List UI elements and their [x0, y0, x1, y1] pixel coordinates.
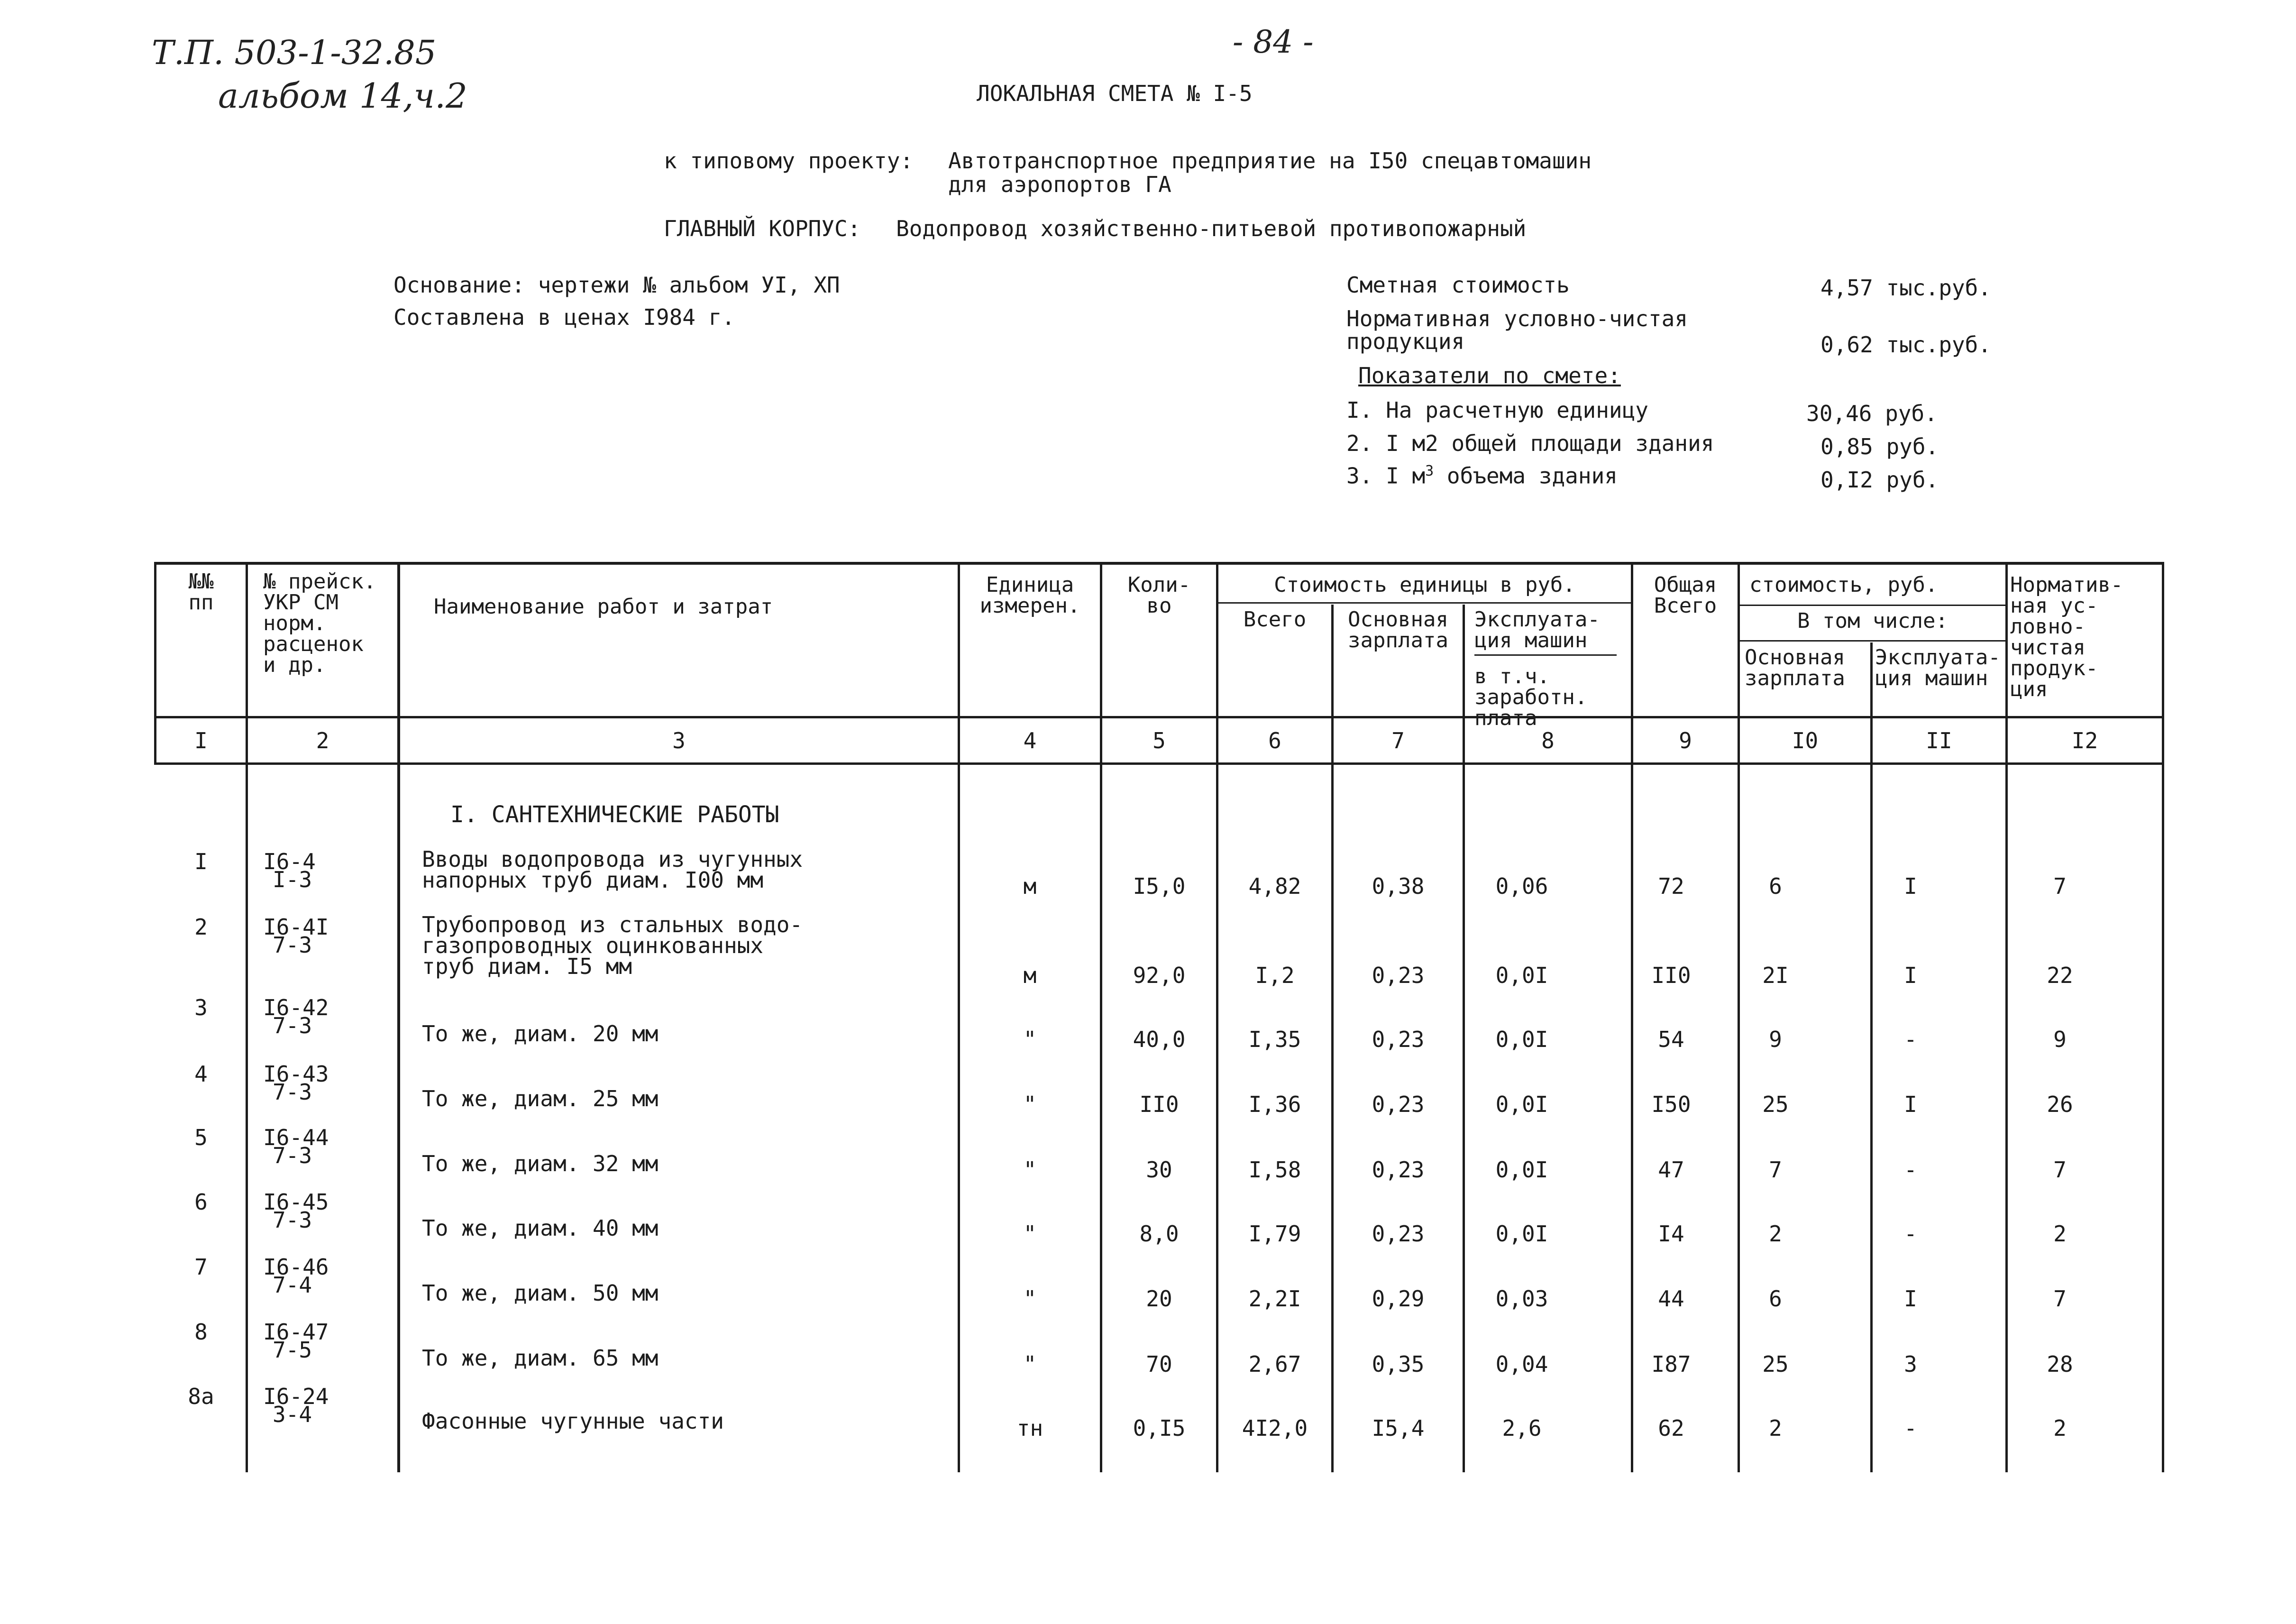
col-line-8: [1631, 562, 1633, 1472]
cell-sum-mach: -: [1904, 1415, 1917, 1441]
header-unit-wage: Основная зарплата: [1348, 607, 1448, 652]
cell-qty: 8,0: [1139, 1221, 1179, 1247]
cell-mach: 0,04: [1495, 1351, 1548, 1377]
cell-wage: 0,23: [1372, 1027, 1425, 1052]
cell-wage: 0,29: [1372, 1286, 1425, 1312]
header-total-wage: Основная зарплата: [1745, 645, 1845, 690]
cell-mach: 0,06: [1495, 873, 1548, 899]
price-code-1: I6-45: [263, 1189, 329, 1215]
cell-sum-wage: 7: [1769, 1157, 1782, 1183]
cell-norm: 7: [2053, 1157, 2067, 1183]
price-code-1: I6-43: [263, 1061, 329, 1087]
price-code-1: I6-4: [263, 849, 316, 874]
cell-qty: 40,0: [1133, 1027, 1186, 1052]
cell-total: 2,67: [1248, 1351, 1301, 1377]
cell-mach: 2,6: [1502, 1415, 1542, 1441]
col-line-3: [958, 562, 960, 1472]
work-name-line: То же, диам. 25 мм: [422, 1086, 659, 1111]
row-number: 6: [194, 1189, 208, 1215]
cell-mach: 0,03: [1495, 1286, 1548, 1312]
cell-sum-mach: I: [1904, 1092, 1917, 1117]
cell-total: I,2: [1255, 963, 1295, 988]
project-line-2: для аэропортов ГА: [948, 172, 1171, 197]
project-label: к типовому проекту:: [664, 148, 914, 174]
cell-qty: I5,0: [1133, 873, 1186, 899]
col-line-2: [397, 562, 400, 1472]
cell-sum-wage: 2I: [1762, 963, 1789, 988]
col-line-10: [1870, 642, 1873, 1472]
table-header-bottom: [154, 716, 2164, 718]
cell-unit: м: [1023, 873, 1037, 899]
header-unit-machines-wage: в т.ч. заработн. плата: [1474, 664, 1588, 730]
cell-total: I,36: [1248, 1092, 1301, 1117]
header-norm-product: Норматив- ная ус- ловно- чистая продук- ция: [2010, 573, 2123, 701]
price-code-1: I6-42: [263, 995, 329, 1020]
cell-wage: 0,35: [1372, 1351, 1425, 1377]
col-number-12: I2: [2071, 728, 2098, 753]
cell-qty: 30: [1146, 1157, 1172, 1183]
cell-unit: ": [1023, 1157, 1037, 1183]
cell-sum: 44: [1658, 1286, 1684, 1312]
col-number-8: 8: [1541, 728, 1555, 753]
header-unit-machines: Эксплуата- ция машин: [1474, 607, 1600, 652]
row-number: 3: [194, 995, 208, 1020]
work-name-line: То же, диам. 65 мм: [422, 1345, 659, 1371]
header-row-number: №№ пп: [188, 569, 214, 615]
header-unit-total: Всего: [1243, 607, 1307, 632]
norm-value: 0,62 тыс.руб.: [1820, 332, 1992, 358]
work-name-line: То же, диам. 40 мм: [422, 1215, 659, 1241]
cell-norm: 9: [2053, 1027, 2067, 1052]
col-line-12: [2162, 562, 2164, 1472]
cell-unit: ": [1023, 1221, 1037, 1247]
cell-unit: ": [1023, 1286, 1037, 1312]
cell-qty: 70: [1146, 1351, 1172, 1377]
cell-sum-mach: I: [1904, 1286, 1917, 1312]
work-name-line: труб диам. I5 мм: [422, 954, 632, 979]
price-code-2: 7-3: [273, 932, 312, 958]
price-code-2: 7-5: [273, 1337, 312, 1363]
table-top-border: [154, 562, 2164, 565]
cell-norm: 7: [2053, 1286, 2067, 1312]
cell-sum: II0: [1651, 963, 1691, 988]
price-code-2: 7-3: [273, 1013, 312, 1038]
col-number-1: I: [194, 728, 208, 753]
cell-sum-mach: -: [1904, 1221, 1917, 1247]
col-line-5: [1216, 562, 1218, 1472]
cell-qty: 92,0: [1133, 963, 1186, 988]
incl-subline: [1740, 640, 2005, 642]
cell-sum: I87: [1651, 1351, 1691, 1377]
section-title: I. САНТЕХНИЧЕСКИЕ РАБОТЫ: [450, 801, 779, 828]
indicator-2-label: 2. I м2 общей площади здания: [1346, 431, 1714, 456]
row-number: 7: [194, 1254, 208, 1280]
cell-norm: 22: [2047, 963, 2073, 988]
col-number-9: 9: [1679, 728, 1692, 753]
album-handwritten: альбом 14,ч.2: [218, 76, 467, 116]
indicator-2-value: 0,85 руб.: [1820, 434, 1939, 459]
cell-unit: м: [1023, 963, 1037, 988]
price-code-2: 7-3: [273, 1207, 312, 1233]
row-number: 8а: [188, 1384, 214, 1409]
cell-total: 4I2,0: [1242, 1415, 1308, 1441]
cell-sum-wage: 25: [1762, 1351, 1789, 1377]
cell-wage: 0,23: [1372, 1092, 1425, 1117]
cell-sum-wage: 2: [1769, 1221, 1782, 1247]
work-name-line: Вводы водопровода из чугунных: [422, 846, 803, 872]
cell-total: I,35: [1248, 1027, 1301, 1052]
cell-sum-mach: I: [1904, 873, 1917, 899]
price-code-1: I6-47: [263, 1319, 329, 1345]
cell-total: 4,82: [1248, 873, 1301, 899]
price-code-1: I6-24: [263, 1384, 329, 1409]
cell-sum-wage: 6: [1769, 1286, 1782, 1312]
col-line-11: [2005, 562, 2008, 1472]
cell-sum-wage: 6: [1769, 873, 1782, 899]
cell-norm: 2: [2053, 1221, 2067, 1247]
col-number-11: II: [1926, 728, 1952, 753]
table-colnum-bottom: [154, 762, 2164, 765]
building-value: Водопровод хозяйственно-питьевой противопожарный: [896, 216, 1527, 241]
cost-value: 4,57 тыс.руб.: [1820, 275, 1992, 301]
cell-sum-wage: 2: [1769, 1415, 1782, 1441]
header-unit: Единица измерен.: [979, 573, 1080, 618]
cell-sum: 72: [1658, 873, 1684, 899]
cell-mach: 0,0I: [1495, 1092, 1548, 1117]
header-including: В том числе:: [1797, 609, 1948, 633]
cell-mach: 0,0I: [1495, 1157, 1548, 1183]
work-name-line: Трубопровод из стальных водо-: [422, 912, 803, 937]
header-total-machines: Эксплуата- ция машин: [1875, 645, 2001, 690]
indicator-3-label: 3. I $м^3$ объема здания: [1346, 463, 1618, 489]
work-name-line: То же, диам. 32 мм: [422, 1151, 659, 1176]
price-code-2: 7-3: [273, 1079, 312, 1105]
col-line-4: [1100, 562, 1102, 1472]
cell-sum: 47: [1658, 1157, 1684, 1183]
norm-label-2: продукция: [1346, 329, 1465, 354]
cell-sum-mach: 3: [1904, 1351, 1917, 1377]
price-code-1: I6-44: [263, 1125, 329, 1150]
document-title: ЛОКАЛЬНАЯ СМЕТА № I-5: [977, 81, 1253, 106]
cost-label: Сметная стоимость: [1346, 272, 1570, 298]
col-number-6: 6: [1268, 728, 1281, 753]
col-number-10: I0: [1792, 728, 1819, 753]
basis-line-2: Составлена в ценах I984 г.: [393, 304, 735, 330]
norm-label-1: Нормативная условно-чистая: [1346, 306, 1688, 331]
col-line-9: [1738, 562, 1740, 1472]
cell-sum: 54: [1658, 1027, 1684, 1052]
cell-unit: ": [1023, 1351, 1037, 1377]
indicators-label: Показатели по смете:: [1358, 363, 1621, 388]
cell-sum-wage: 9: [1769, 1027, 1782, 1052]
row-number: 8: [194, 1319, 208, 1345]
cell-sum-mach: -: [1904, 1027, 1917, 1052]
work-name-line: напорных труб диам. I00 мм: [422, 867, 764, 893]
col-number-7: 7: [1391, 728, 1405, 753]
building-label: ГЛАВНЫЙ КОРПУС:: [664, 216, 861, 241]
price-code-1: I6-46: [263, 1254, 329, 1280]
cell-mach: 0,0I: [1495, 963, 1548, 988]
col-number-5: 5: [1153, 728, 1166, 753]
row-number: I: [194, 849, 208, 874]
unit-cost-subline: [1218, 602, 1633, 604]
work-name-line: То же, диам. 50 мм: [422, 1280, 659, 1306]
cell-qty: II0: [1139, 1092, 1179, 1117]
cell-wage: 0,23: [1372, 1157, 1425, 1183]
header-price-code: № прейск. УКР СМ норм. расценок и др.: [263, 569, 376, 677]
cell-total: I,58: [1248, 1157, 1301, 1183]
project-line-1: Автотранспортное предприятие на I50 спецавтомашин: [948, 148, 1592, 174]
work-name-line: Фасонные чугунные части: [422, 1408, 724, 1434]
header-work-name: Наименование работ и затрат: [434, 595, 773, 619]
row-number: 2: [194, 914, 208, 940]
basis-line-1: Основание: чертежи № альбом УI, ХП: [393, 272, 840, 298]
cell-unit: тн: [1016, 1415, 1043, 1441]
cell-qty: 20: [1146, 1286, 1172, 1312]
cell-wage: 0,38: [1372, 873, 1425, 899]
cell-sum: I4: [1658, 1221, 1684, 1247]
cell-mach: 0,0I: [1495, 1027, 1548, 1052]
mach-underline: [1474, 654, 1617, 656]
cell-norm: 7: [2053, 873, 2067, 899]
cell-sum: 62: [1658, 1415, 1684, 1441]
cell-wage: 0,23: [1372, 1221, 1425, 1247]
col-line-1: [246, 562, 248, 1472]
indicator-1-value: 30,46 руб.: [1806, 401, 1938, 426]
header-unit-cost: Стоимость единицы в руб.: [1274, 573, 1575, 597]
price-code-2: I-3: [273, 867, 312, 892]
cell-qty: 0,I5: [1133, 1415, 1186, 1441]
document-code-handwritten: Т.П. 503-1-32.85: [152, 33, 437, 72]
price-code-2: 7-3: [273, 1143, 312, 1168]
header-quantity: Коли- во: [1127, 573, 1191, 618]
cell-wage: 0,23: [1372, 963, 1425, 988]
work-name-line: То же, диам. 20 мм: [422, 1021, 659, 1046]
cell-sum: I50: [1651, 1092, 1691, 1117]
header-total: Общая Всего: [1654, 573, 1717, 618]
header-total-cost: стоимость, руб.: [1749, 573, 1938, 597]
cell-sum-mach: -: [1904, 1157, 1917, 1183]
col-number-3: 3: [672, 728, 686, 753]
row-number: 4: [194, 1061, 208, 1087]
cell-total: 2,2I: [1248, 1286, 1301, 1312]
price-code-2: 7-4: [273, 1272, 312, 1298]
cell-sum-mach: I: [1904, 963, 1917, 988]
work-name-line: газопроводных оцинкованных: [422, 933, 764, 958]
cell-unit: ": [1023, 1092, 1037, 1117]
cell-norm: 2: [2053, 1415, 2067, 1441]
cell-mach: 0,0I: [1495, 1221, 1548, 1247]
cell-norm: 28: [2047, 1351, 2073, 1377]
cell-unit: ": [1023, 1027, 1037, 1052]
col-number-4: 4: [1023, 728, 1037, 753]
price-code-2: 3-4: [273, 1402, 312, 1427]
cell-total: I,79: [1248, 1221, 1301, 1247]
indicator-3-value: 0,I2 руб.: [1820, 467, 1939, 493]
col-number-2: 2: [316, 728, 329, 753]
row-number: 5: [194, 1125, 208, 1150]
indicator-1-label: I. На расчетную единицу: [1346, 397, 1648, 423]
cell-sum-wage: 25: [1762, 1092, 1789, 1117]
cell-norm: 26: [2047, 1092, 2073, 1117]
price-code-1: I6-4I: [263, 914, 329, 940]
cell-wage: I5,4: [1372, 1415, 1425, 1441]
total-cost-subline: [1740, 605, 2005, 606]
page-number: - 84 -: [1233, 24, 1314, 60]
